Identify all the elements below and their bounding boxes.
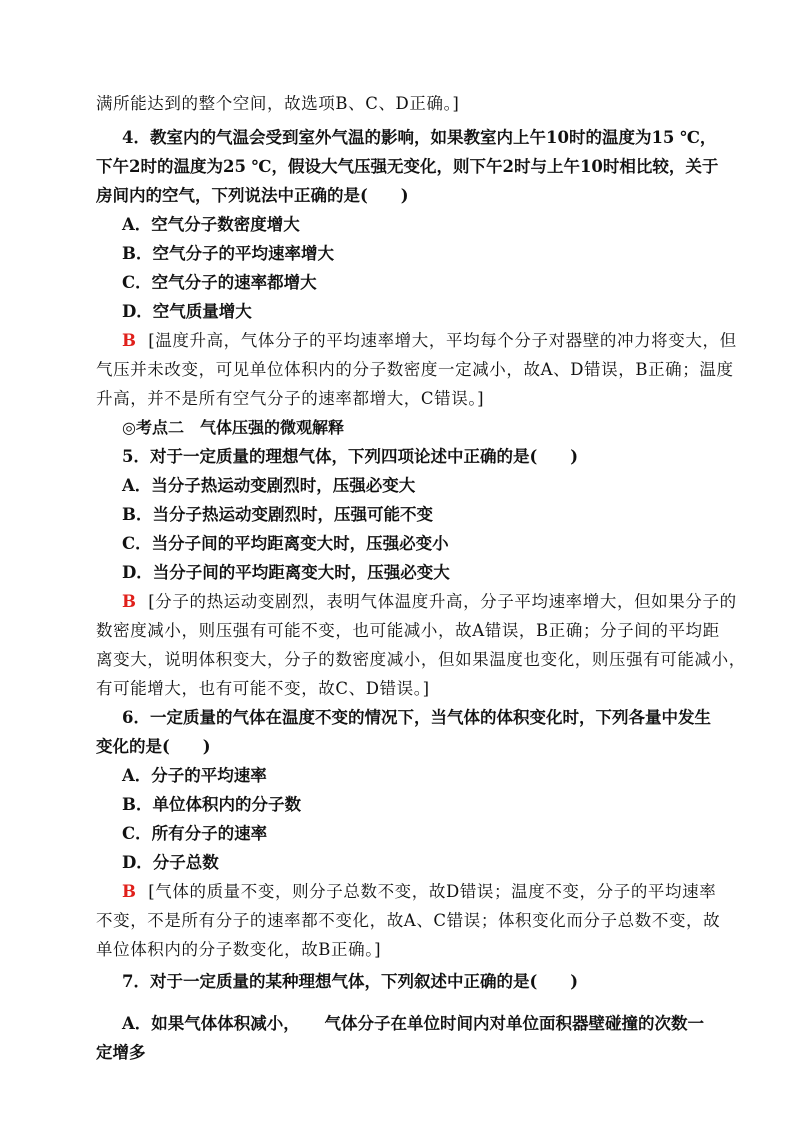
q4-option-c: C．空气分子的速率都增大 [122, 273, 317, 292]
q4-option-a: A．空气分子数密度增大 [122, 215, 300, 234]
q6-explanation-line1 [122, 882, 716, 902]
q4-option-b: B．空气分子的平均速率增大 [122, 244, 334, 263]
q4-explanation-line2: 气压并未改变，可见单位体积内的分子数密度一定减小，故A、D错误，B正确；温度 [96, 360, 734, 379]
q4-stem-line1: 4．教室内的气温会受到室外气温的影响，如果教室内上午10时的温度为15 ℃， [122, 128, 717, 147]
q4-answer-key: B [122, 331, 137, 350]
q6-stem-line1: 6．一定质量的气体在温度不变的情况下，当气体的体积变化时，下列各量中发生 [122, 708, 711, 727]
q7-option-a-line2: 定增多 [96, 1043, 146, 1062]
q5-option-a: A．当分子热运动变剧烈时，压强必变大 [122, 476, 416, 495]
q4-explanation-line1 [122, 331, 737, 351]
q4-option-d: D．空气质量增大 [122, 302, 252, 321]
section-heading: ◎考点二 气体压强的微观解释 [122, 418, 344, 437]
q4-stem-line2: 下午2时的温度为25 ℃，假设大气压强无变化，则下午2时与上午10时相比较，关于 [96, 157, 719, 176]
q6-explanation-line2: 不变，不是所有分子的速率都不变化，故A、C错误；体积变化而分子总数不变，故 [96, 911, 721, 930]
q5-explanation-line4: 有可能增大，也有可能不变，故C、D错误。] [96, 679, 430, 698]
q6-stem-line2: 变化的是( ) [96, 737, 211, 756]
q6-option-b: B．单位体积内的分子数 [122, 795, 301, 814]
q3-explanation-end: 满所能达到的整个空间，故选项B、C、D正确。] [96, 94, 460, 113]
q6-answer-key: B [122, 882, 137, 901]
q6-explanation-text1: [气体的质量不变，则分子总数不变，故D错误；温度不变，分子的平均速率 [148, 882, 717, 901]
q5-stem: 5．对于一定质量的理想气体，下列四项论述中正确的是( ) [122, 447, 579, 466]
q5-explanation-text1: [分子的热运动变剧烈，表明气体温度升高，分子平均速率增大，但如果分子的 [148, 592, 737, 611]
q4-explanation-line3: 升高，并不是所有空气分子的速率都增大，C错误。] [96, 389, 485, 408]
q5-answer-key: B [122, 592, 137, 611]
q6-option-c: C．所有分子的速率 [122, 824, 268, 843]
q5-explanation-line1 [122, 592, 737, 612]
q6-option-d: D．分子总数 [122, 853, 219, 872]
q4-stem-line3: 房间内的空气，下列说法中正确的是( ) [96, 186, 409, 205]
q6-explanation-line3: 单位体积内的分子数变化，故B正确。] [96, 940, 382, 959]
q7-option-a-line1: A．如果气体体积减小， 气体分子在单位时间内对单位面积器壁碰撞的次数一 [122, 1014, 705, 1033]
q4-explanation-text1: [温度升高，气体分子的平均速率增大，平均每个分子对器壁的冲力将变大，但 [148, 331, 737, 350]
q5-explanation-line3: 离变大，说明体积变大，分子的数密度减小，但如果温度也变化，则压强有可能减小， [96, 650, 746, 669]
q5-explanation-line2: 数密度减小，则压强有可能不变，也可能减小，故A错误，B正确；分子间的平均距 [96, 621, 720, 640]
q7-stem: 7．对于一定质量的某种理想气体，下列叙述中正确的是( ) [122, 972, 579, 991]
q6-option-a: A．分子的平均速率 [122, 766, 267, 785]
q5-option-c: C．当分子间的平均距离变大时，压强必变小 [122, 534, 449, 553]
q5-option-b: B．当分子热运动变剧烈时，压强可能不变 [122, 505, 433, 524]
q5-option-d: D．当分子间的平均距离变大时，压强必变大 [122, 563, 450, 582]
